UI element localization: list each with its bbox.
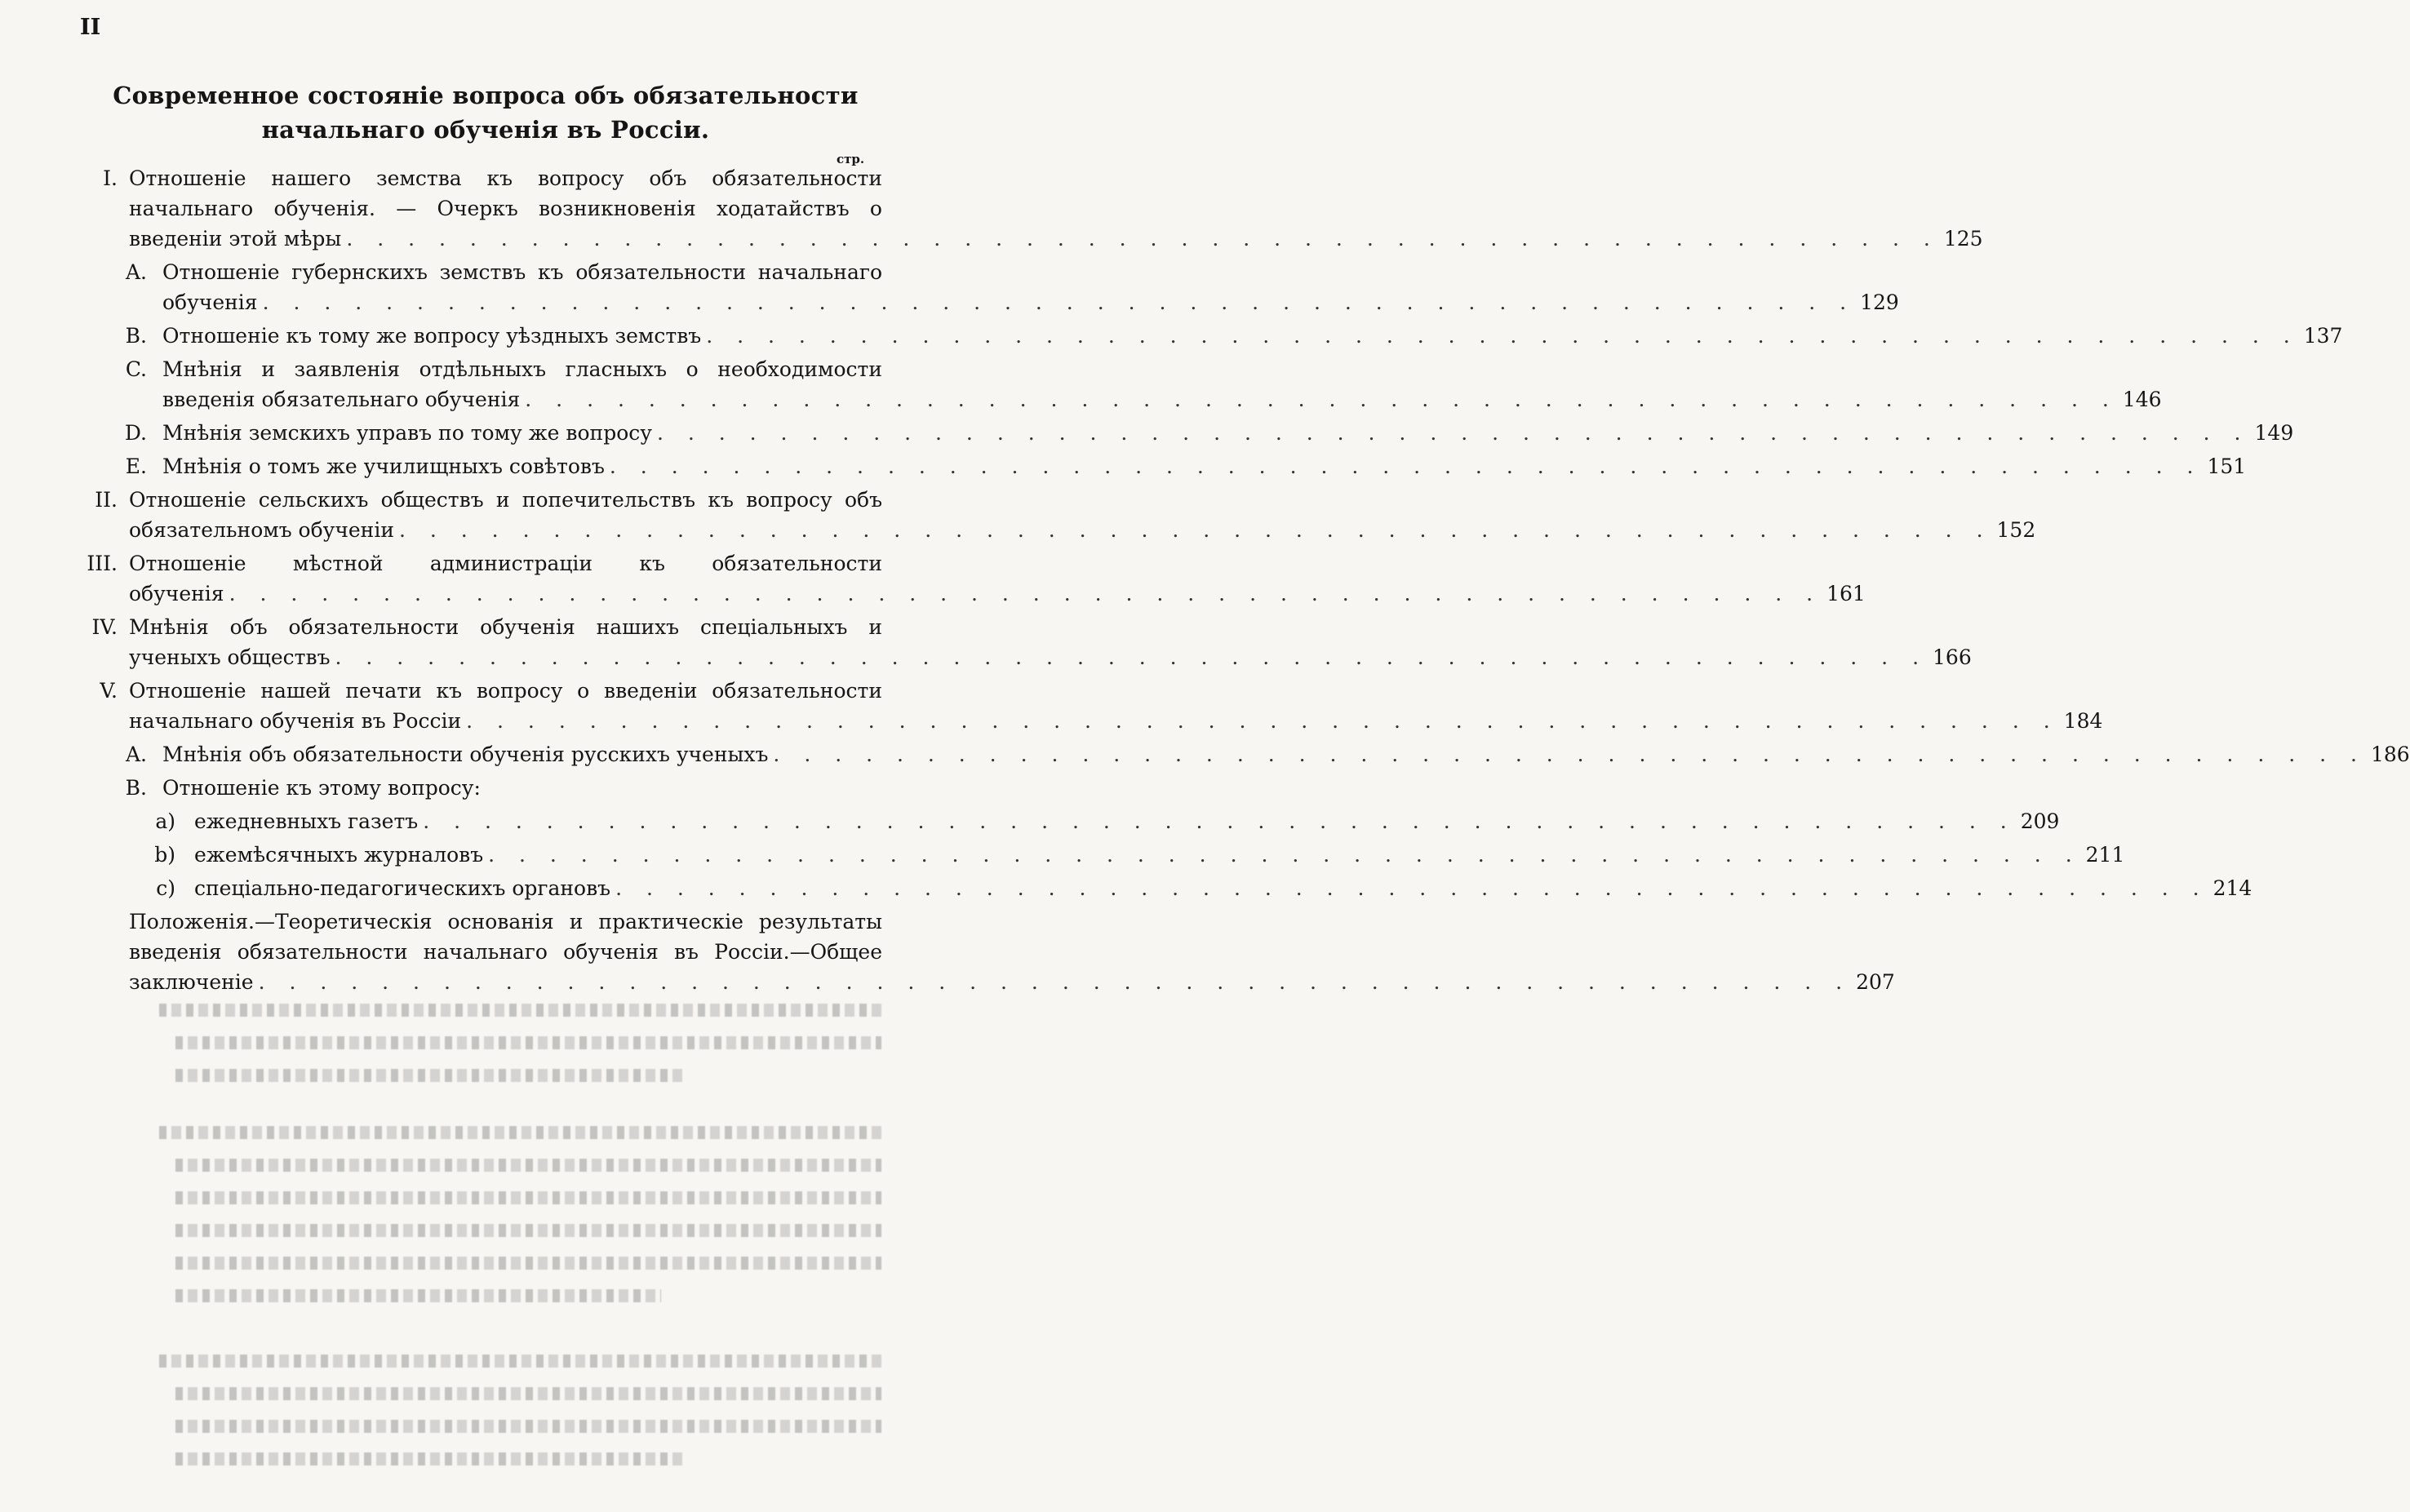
toc-entry-body (129, 163, 1983, 254)
toc-entry (0, 418, 2294, 448)
page-column-label: стр. (837, 152, 865, 166)
toc-page-number: 186 (2370, 743, 2410, 766)
toc-page-number: 209 (2020, 809, 2060, 833)
toc-line (162, 321, 2343, 351)
leader-dots: . . . . . . . . . . . . . . . . . . . . . . . . . . . . . . . . . . . . . . . . . . . . . . . . . . . . (773, 743, 2366, 766)
toc-entry-number: D. (124, 421, 147, 445)
toc-entry-text: Отношеніе нашего земства къ вопросу объ обязательности (129, 166, 882, 190)
toc-line (162, 739, 2410, 769)
toc-entry-body (129, 676, 2103, 736)
toc-entry-body (162, 257, 1899, 317)
toc-entry-number: B. (125, 324, 147, 348)
leader-dots: . . . . . . . . . . . . . . . . . . . . . . . . . . . . . . . . . . . . . . . . . . . . . . . . . . . . (656, 421, 2250, 445)
toc-entry-text: введеніи этой мѣры (129, 227, 342, 251)
toc-line (162, 257, 882, 287)
toc-entry-number: II. (95, 488, 118, 512)
toc-line (129, 642, 1972, 672)
toc-page-number: 146 (2122, 388, 2162, 411)
toc-entry-body (129, 907, 1895, 997)
toc-entry-text: введенія обязательности начальнаго обученія въ Россіи.—Общее (129, 940, 882, 964)
leader-dots: . . . . . . . . . . . . . . . . . . . . . . . . . . . . . . . . . . . . . . . . . . . . . . . . . . . . (525, 388, 2118, 411)
toc-entry (0, 739, 2410, 769)
toc-entry (0, 773, 930, 803)
toc-page-number: 184 (2063, 709, 2103, 733)
toc-entry-number: b) (154, 843, 175, 867)
toc-entry-body (194, 806, 2060, 836)
toc-entry-text: ежедневныхъ газетъ (194, 809, 419, 833)
toc-entry-body (129, 612, 1972, 672)
toc-entry (0, 321, 2343, 351)
toc-page-number: 149 (2254, 421, 2294, 445)
toc-entry (0, 840, 2125, 870)
toc-page-number: 125 (1943, 227, 1983, 251)
toc-entry-body (129, 485, 2036, 545)
toc-entry-number: B. (125, 776, 147, 800)
leader-dots: . . . . . . . . . . . . . . . . . . . . . . . . . . . . . . . . . . . . . . . . . . . . . . . . . . . . (466, 709, 2059, 733)
toc-page-number: 151 (2207, 454, 2247, 478)
toc-line (162, 418, 2294, 448)
toc-entry-body (162, 418, 2294, 448)
toc-page-number: 137 (2303, 324, 2343, 348)
toc-entry-text: Отношеніе къ этому вопросу: (162, 776, 481, 800)
toc-line (162, 451, 2247, 481)
toc-entry-number: III. (87, 552, 118, 575)
toc-entry-text: Положенія.—Теоретическія основанія и практическіе результаты (129, 910, 882, 933)
toc-page-number: 161 (1826, 582, 1866, 605)
toc-line (129, 937, 882, 967)
toc-entry-text: обязательномъ обученіи (129, 518, 394, 542)
toc-entry-text: начальнаго обученія. — Очеркъ возникновенія ходатайствъ о (129, 197, 882, 220)
toc-line (194, 840, 2125, 870)
toc-entry-body (162, 739, 2410, 769)
toc-entry-text: введенія обязательнаго обученія (162, 388, 521, 411)
toc-line (129, 515, 2036, 545)
toc-page-number: 166 (1933, 645, 1972, 669)
bleed-through-texture (0, 1004, 930, 1493)
leader-dots: . . . . . . . . . . . . . . . . . . . . . . . . . . . . . . . . . . . . . . . . . . . . . . . . . . . . (615, 876, 2208, 900)
leader-dots: . . . . . . . . . . . . . . . . . . . . . . . . . . . . . . . . . . . . . . . . . . . . . . . . . . . . (262, 290, 1856, 314)
toc-entry-text: Отношеніе сельскихъ обществъ и попечительствъ къ вопросу объ (129, 488, 882, 512)
toc-entry-text: обученія (162, 290, 258, 314)
leader-dots: . . . . . . . . . . . . . . . . . . . . . . . . . . . . . . . . . . . . . . . . . . . . . . . . . . . . (609, 454, 2203, 478)
toc-page-number: 214 (2212, 876, 2252, 900)
toc-line (162, 384, 2162, 415)
toc-entry (0, 873, 2252, 903)
toc-line (162, 773, 882, 803)
toc-line (162, 287, 1899, 317)
toc-entry (0, 451, 2247, 481)
toc-line (129, 676, 882, 706)
toc-entry-text: Отношеніе къ тому же вопросу уѣздныхъ земствъ (162, 324, 702, 348)
toc-entry-number: A. (125, 743, 147, 766)
toc-entry-body (194, 840, 2125, 870)
toc-entry-text: заключеніе (129, 970, 254, 994)
toc-entry-number: I. (103, 166, 118, 190)
toc-line (129, 579, 1866, 609)
toc-entry-text: ученыхъ обществъ (129, 645, 331, 669)
toc-entry-body (194, 873, 2252, 903)
toc-entry-body (162, 773, 882, 803)
toc-line (129, 193, 882, 224)
toc-entry-number: IV. (91, 615, 118, 639)
toc-entry-text: Мнѣнія объ обязательности обученія русскихъ ученыхъ (162, 743, 769, 766)
toc-entry-text: ежемѣсячныхъ журналовъ (194, 843, 484, 867)
leader-dots: . . . . . . . . . . . . . . . . . . . . . . . . . . . . . . . . . . . . . . . . . . . . . . . . . . . . (423, 809, 2016, 833)
toc-line (194, 873, 2252, 903)
toc-entry-text: Мнѣнія земскихъ управъ по тому же вопросу (162, 421, 652, 445)
toc-entry-text: Отношеніе губернскихъ земствъ къ обязательности начальнаго (162, 260, 882, 284)
toc-page-number: 129 (1860, 290, 1899, 314)
toc-entry (0, 612, 1972, 672)
toc-entry-number: C. (125, 357, 147, 381)
toc-entry-text: спеціально-педагогическихъ органовъ (194, 876, 611, 900)
toc-page-number: 211 (2085, 843, 2125, 867)
toc-entry (0, 354, 2162, 415)
toc-entry-body (162, 451, 2247, 481)
toc-line (162, 354, 882, 384)
page-title: Современное состояніе вопроса объ обязательности начальнаго обученія въ Россіи. (113, 82, 859, 144)
toc-entry (0, 548, 1866, 609)
toc-line (129, 907, 882, 937)
leader-dots: . . . . . . . . . . . . . . . . . . . . . . . . . . . . . . . . . . . . . . . . . . . . . . . . . . . . (706, 324, 2299, 348)
leader-dots: . . . . . . . . . . . . . . . . . . . . . . . . . . . . . . . . . . . . . . . . . . . . . . . . . . . . (399, 518, 1992, 542)
toc-entry-text: начальнаго обученія въ Россіи (129, 709, 462, 733)
toc-entry-body (129, 548, 1866, 609)
toc-entry-body (162, 354, 2162, 415)
toc-page-number: 152 (1996, 518, 2036, 542)
table-of-contents (0, 163, 2410, 1000)
toc-entry-text: Отношеніе нашей печати къ вопросу о введеніи обязательности (129, 679, 882, 703)
toc-line (129, 612, 882, 642)
leader-dots: . . . . . . . . . . . . . . . . . . . . . . . . . . . . . . . . . . . . . . . . . . . . . . . . . . . . (488, 843, 2081, 867)
toc-entry (0, 907, 1895, 997)
leader-dots: . . . . . . . . . . . . . . . . . . . . . . . . . . . . . . . . . . . . . . . . . . . . . . . . . . . . (258, 970, 1852, 994)
leader-dots: . . . . . . . . . . . . . . . . . . . . . . . . . . . . . . . . . . . . . . . . . . . . . . . . . . . . (335, 645, 1928, 669)
toc-entry-text: Мнѣнія объ обязательности обученія нашихъ спеціальныхъ и (129, 615, 882, 639)
toc-entry-text: Отношеніе мѣстной администраціи къ обязательности (129, 552, 882, 575)
toc-line (129, 224, 1983, 254)
leader-dots: . . . . . . . . . . . . . . . . . . . . . . . . . . . . . . . . . . . . . . . . . . . . . . . . . . . . (346, 227, 1939, 251)
leader-dots: . . . . . . . . . . . . . . . . . . . . . . . . . . . . . . . . . . . . . . . . . . . . . . . . . . . . (229, 582, 1822, 605)
toc-entry-number: A. (125, 260, 147, 284)
toc-entry-body (162, 321, 2343, 351)
toc-page-number: 207 (1856, 970, 1895, 994)
toc-entry-text: Мнѣнія о томъ же училищныхъ совѣтовъ (162, 454, 605, 478)
toc-entry (0, 257, 1899, 317)
toc-entry (0, 676, 2103, 736)
page-number: II (80, 15, 101, 40)
toc-line (129, 706, 2103, 736)
toc-entry-number: c) (156, 876, 175, 900)
toc-line (194, 806, 2060, 836)
toc-entry-text: Мнѣнія и заявленія отдѣльныхъ гласныхъ о необходимости (162, 357, 882, 381)
toc-entry-text: обученія (129, 582, 224, 605)
toc-line (129, 163, 882, 193)
toc-entry-number: V. (100, 679, 118, 703)
toc-line (129, 967, 1895, 997)
toc-entry (0, 163, 1983, 254)
toc-entry (0, 806, 2060, 836)
toc-line (129, 548, 882, 579)
toc-entry (0, 485, 2036, 545)
toc-entry-number: E. (125, 454, 147, 478)
toc-line (129, 485, 882, 515)
toc-entry-number: a) (155, 809, 175, 833)
